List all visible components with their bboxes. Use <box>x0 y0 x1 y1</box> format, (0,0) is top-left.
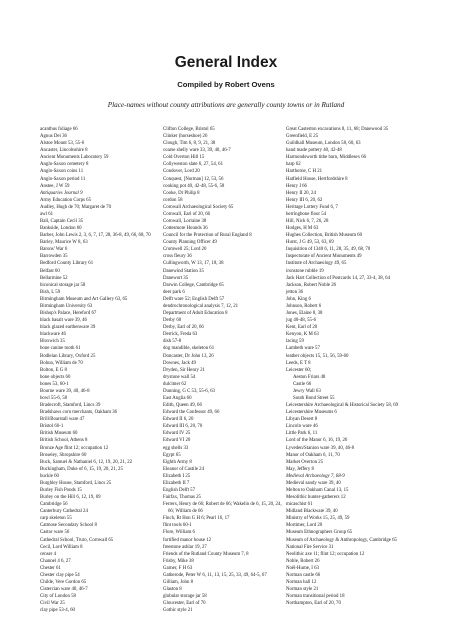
index-entry: English Delft 57 <box>163 487 196 493</box>
index-entry: Cottesmore Hounds 36 <box>163 226 208 232</box>
index-note: Place-names without county attributions are generally county towns or in Rutland <box>107 101 345 109</box>
index-entry: Jack Hart Collection of Postcards 14, 27, 33-4, 38, 64 <box>286 275 390 281</box>
index-entry: Alstoe Mount 53, 55-6 <box>40 141 85 147</box>
index-entry: biconical storage jar 58 <box>40 282 86 288</box>
index-entry: Edward the Confessor 49, 66 <box>163 410 220 416</box>
index-entry: Museum Ethnographers Group 65 <box>286 530 353 536</box>
index-entry: Department of Adult Education 8 <box>163 311 228 317</box>
index-entry: Noble, Robert 26 <box>286 558 320 564</box>
index-entry: Darwin College, Cambridge 65 <box>163 282 224 288</box>
index-entry: Leeds, E T 8 <box>286 360 311 366</box>
index-entry: Medieval sandy ware 39, 40 <box>286 480 341 486</box>
index-entry: May, Jeffery 8 <box>286 466 314 472</box>
index-entry: censer 4 <box>40 551 57 557</box>
index-entry: Derby 60 <box>163 318 182 324</box>
index-entry: dish 57-8 <box>163 339 182 345</box>
index-entry: Bohun, William de 70 <box>40 360 83 366</box>
index-entry: British School, Athens 8 <box>40 438 88 444</box>
index-entry: Bronze Age flint 12; occupation 12 <box>40 445 109 451</box>
index-entry: Hill, Nick 6, 7, 26, 28 <box>286 219 329 225</box>
index-entry: Channel 4 6, 27 <box>40 558 71 564</box>
index-entry: Henry II 20, 24 <box>286 190 316 196</box>
index-entry: Jones, Elaine 8, 38 <box>286 311 323 317</box>
index-entry: leather objects 15, 51, 56, 59-60 <box>286 353 349 359</box>
index-entry: Childe, Vere Gordon 65 <box>40 580 87 585</box>
index-entry: Barrowden 35 <box>40 254 68 260</box>
index-subentry: Jewry Wall 63 <box>293 388 321 394</box>
index-entry: Hurst, J G 49, 53, 63, 69 <box>286 240 334 246</box>
index-entry: jug 40-48, 55-6 <box>286 318 317 324</box>
index-entry: Frisby, Mike 38 <box>163 558 194 564</box>
index-entry: Bedford County Library 61 <box>40 261 94 267</box>
index-entry: buckle 60 <box>40 473 59 479</box>
index-entry: Council for the Protection of Rural England 8 <box>163 233 252 239</box>
index-entry: Mesolithic hunter-gatherers 12 <box>286 495 346 501</box>
index-entry: Harmondsworth tithe barn, Middlesex 66 <box>286 155 367 161</box>
index-entry: Finch, Rt Hon G H 6; Pearl 16, 17 <box>163 516 230 522</box>
index-entry: lacing 59 <box>286 339 304 345</box>
index-entry: drystone wall 54 <box>163 374 196 380</box>
index-entry: Clinker (horseshoe) 26 <box>163 134 208 140</box>
index-entry: Libyan Desert 8 <box>286 417 318 423</box>
index-entry: Leicestershire Archaeological & Historical Society 58, 69 <box>286 403 399 409</box>
index-entry: Castor ware 56 <box>40 530 70 536</box>
index-entry: cross fleury 36 <box>163 254 192 260</box>
index-entry: Barber, John Lewis 2, 3, 6, 7, 17, 28, 36-8, 49, 66, 68, 70 <box>40 233 151 239</box>
index-entry: Bishop's Palace, Hereford 67 <box>40 311 97 317</box>
index-entry: Delft ware 52; English Delft 57 <box>163 296 225 302</box>
index-entry: Danewind Station 35 <box>163 268 204 274</box>
index-entry: Edward IV 25 <box>163 431 191 437</box>
index-entry: Greenfield, E 25 <box>286 134 319 140</box>
index-entry: micaschist 61 <box>286 502 313 508</box>
index-entry: Bourne ware 39, 40, 46-8 <box>40 388 90 394</box>
index-entry: harp 62 <box>286 162 301 168</box>
index-entry: Little Park 6, 11 <box>286 431 318 437</box>
index-entry: Jackson, Robert Noble 26 <box>286 282 337 288</box>
index-entry: Medieval Archaeology 7, 68-9 <box>286 473 345 479</box>
index-entry: Cambridge 56 <box>40 502 68 508</box>
index-entry: Cistercian ware 40, 46-7 <box>40 587 88 593</box>
index-entry: Condover, Lord 20 <box>163 169 200 175</box>
index-entry: Broseley, Shropshire 60 <box>40 452 87 458</box>
index-entry: Norman transitional period 18 <box>286 594 345 600</box>
index-column-2 <box>163 126 285 614</box>
index-entry: bowl 55-6, 58 <box>40 395 68 401</box>
index-entry: Eighth Army 8 <box>163 459 192 465</box>
index-entry: Dunning, G C 53, 55-6, 63 <box>163 388 215 394</box>
index-entry: cordon 58 <box>163 197 183 203</box>
index-entry: Buck, Samuel & Nathaniel 6, 12, 19, 20, 21, 22 <box>40 459 133 465</box>
index-entry: Downes, Jack 49 <box>163 360 196 366</box>
index-column-3 <box>286 126 416 607</box>
index-entry: Derrick, Freda 63 <box>163 332 198 338</box>
index-entry: Hodges, H M 63 <box>286 226 319 232</box>
index-entry: Gloucester, Earl of 70 <box>163 601 206 607</box>
index-entry: Doncaster, Dr John 13, 26 <box>163 353 214 359</box>
index-entry: Dryden, Sir Henry 21 <box>163 367 205 373</box>
index-entry: Neolithic axe 11; flint 12; occupation 12 <box>286 551 365 557</box>
index-entry: Harthorne, C H 21 <box>286 169 323 175</box>
index-entry: acanthus foliage 66 <box>40 127 78 132</box>
index-entry: Gothic style 21 <box>163 608 193 614</box>
index-entry: Ministry of Works 15, 25, 49, 59 <box>286 516 350 522</box>
index-entry: Garner, F H 63 <box>163 565 193 571</box>
index-entry: Cecil, Lord William 8 <box>40 544 83 550</box>
index-entry: Burley on the Hill 6, 12, 19, 69 <box>40 495 101 501</box>
index-entry: Bankside, London 60 <box>40 226 82 232</box>
index-entry: Cornwall, Lorraine 38 <box>163 219 207 225</box>
index-entry: Gilliam, John 8 <box>163 580 194 585</box>
index-entry: John, King 6 <box>286 296 311 302</box>
index-entry: Birmingham University 63 <box>40 303 93 309</box>
index-entry: Collyweston slate 6, 27, 54, 61 <box>163 162 224 168</box>
index-entry: Anglo-Saxon period 11 <box>40 176 86 182</box>
index-entry: Manor of Oakham 6, 11, 70 <box>286 452 340 458</box>
index-entry: Cold Overton Hill 15 <box>163 155 205 161</box>
index-subentry: Aeston Friars 48 <box>293 374 326 380</box>
index-entry: Elizabeth II 7 <box>163 480 190 486</box>
index-entry: Noël-Hume, I 63 <box>286 565 319 571</box>
index-entry: clay pipe 53-4, 60 <box>40 608 75 614</box>
index-entry: Catmose Secondary School 8 <box>40 523 97 529</box>
index-entry: Anglo-Saxon coins 11 <box>40 169 84 175</box>
index-entry: Brill/Boarstall ware 47 <box>40 417 85 423</box>
index-entry: bones 53, 60-1 <box>40 381 69 387</box>
index-entry: carp skeleton 55 <box>40 516 72 522</box>
index-entry: Cornwall, Earl of 20, 66 <box>163 211 211 217</box>
index-entry: freestone ashlar 19, 27 <box>163 544 207 550</box>
index-entry: City of London 58 <box>40 594 76 600</box>
index-entry: Glaston 8 <box>163 587 182 593</box>
index-entry: awl 61 <box>40 211 54 217</box>
index-entry: Ferrers, Henry de 66; Robert de 66; Wakelin de 6, 15, 20, 24, 66; William de 66 <box>163 502 282 515</box>
index-entry: black glazed earthenware 39 <box>40 325 96 331</box>
index-entry: Egypt 65 <box>163 452 181 458</box>
index-entry: deer park 6 <box>163 289 185 295</box>
index-entry: Cooke, Dr Philip 8 <box>163 190 200 196</box>
index-entry: dog mandible, skeleton 61 <box>163 346 215 352</box>
index-entry: Fairfax, Thomas 25 <box>163 495 201 501</box>
index-entry: egg shells 33 <box>163 445 189 451</box>
index-entry: Burghley House, Stamford, Lincs 25 <box>40 480 112 486</box>
index-entry: Lyveden/Stanion ware 39, 40, 46-8 <box>286 445 355 451</box>
index-entry: black basalt ware 39, 46 <box>40 318 87 324</box>
index-subentry: South Bond Street 55 <box>293 395 335 401</box>
index-entry: Kenyon, K M 63 <box>286 332 319 338</box>
index-entry: Conquest, [Norman] 12, 53, 56 <box>163 176 224 182</box>
index-entry: Audley, Hugh de 70; Margaret de 70 <box>40 204 112 210</box>
index-entry: Burley Fish Ponds 15 <box>40 487 82 493</box>
index-column-1 <box>40 126 158 614</box>
index-entry: Bloxwich 35 <box>40 339 65 345</box>
index-entry: coarse shelly ware 33, 39, 40, 46-7 <box>163 148 231 154</box>
index-entry: Northampton, Earl of 20, 70 <box>286 601 341 607</box>
index-entry: Edward VI 20 <box>163 438 191 444</box>
index-entry: Heritage Lottery Fund 6, 7 <box>286 204 338 210</box>
index-entry: Museum of Archaeology & Anthropology, Cambridge 65 <box>286 537 397 543</box>
page-title: General Index <box>174 54 278 71</box>
index-entry: Edward II 6, 20 <box>163 417 194 423</box>
index-entry: Henry III 6, 20, 62 <box>286 197 323 203</box>
index-entry: Lambeth ware 57 <box>286 346 320 352</box>
index-entry: Hatfield House, Hertfordshire 8 <box>286 176 348 182</box>
index-entry: Barley, Maurice W 8, 63 <box>40 240 88 246</box>
index-entry: Birmingham Museum and Art Gallery 63, 65 <box>40 296 128 302</box>
index-entry: Norman castle 66 <box>286 572 321 578</box>
index-entry: Bodleian Library, Oxford 25 <box>40 353 96 359</box>
index-entry: blackware 46 <box>40 332 66 338</box>
index-entry: Inspectorate of Ancient Monuments 49 <box>286 254 362 260</box>
index-entry: Bradshaws corn merchants, Oakham 36 <box>40 410 118 416</box>
index-entry: Friends of the Rutland County Museum 7, 8 <box>163 551 249 557</box>
index-entry: Norman hall 12 <box>286 580 317 585</box>
index-entry: globular storage jar 58 <box>163 594 207 600</box>
index-entry: Mortimer, Lord 20 <box>286 523 323 529</box>
index-entry: dulcimer 62 <box>163 381 187 387</box>
index-entry: Anglo-Saxon cemetery 8 <box>40 162 89 168</box>
index-entry: Anstee, J W 59 <box>40 183 70 189</box>
index-entry: Leicester 60; <box>286 367 312 373</box>
index-entry: Barons' War 6 <box>40 247 68 253</box>
index-entry: Clifton College, Bristol 65 <box>163 127 215 132</box>
index-entry: Belfast 60 <box>40 268 60 274</box>
index-entry: dendrochronological analysis 7, 12, 21 <box>163 303 239 309</box>
index-entry: Edward III 6, 20, 70 <box>163 424 203 430</box>
index-entry: Inquisition of 1340 6, 11, 28, 35, 49, 68, 70 <box>286 247 371 253</box>
index-entry: Elizabeth I 25 <box>163 473 191 479</box>
index-entry: bone objects 60 <box>40 374 71 380</box>
index-entry: Bristol 60-1 <box>40 424 64 430</box>
index-subentry: Castle 66 <box>293 381 312 387</box>
index-entry: Edith, Queen 49, 66 <box>163 403 202 409</box>
index-entry: Bish, L 59 <box>40 289 61 295</box>
index-entry: Cromwell 25; Lord 20 <box>163 247 207 253</box>
index-entry: British Museum 60 <box>40 431 78 437</box>
index-entry: Army Education Corps 65 <box>40 197 91 203</box>
index-entry: Antiquaries Journal 9 <box>40 190 83 196</box>
index-entry: Canterbury Cathedral 24 <box>40 509 88 515</box>
index-entry: County Planning Officer 49 <box>163 240 217 246</box>
index-entry: herringbone floor 54 <box>286 211 327 217</box>
index-entry: Ancaster, Lincolnshire 8 <box>40 148 88 154</box>
index-entry: East Anglia 60 <box>163 395 192 401</box>
index-entry: Cornwall Archaeological Society 65 <box>163 204 234 210</box>
index-entry: cooking pot 40, 42-48, 55-6, 58 <box>163 183 225 189</box>
index-entry: Midland Blackware 39, 40 <box>286 509 338 515</box>
index-entry: Bolton, E G 8 <box>40 367 67 373</box>
index-entry: Buckingham, Duke of 6, 15, 19, 20, 21, 25 <box>40 466 123 472</box>
index-entry: Agnus Dei 36 <box>40 134 67 140</box>
index-entry: Ancient Monuments Laboratory 59 <box>40 155 109 161</box>
index-entry: Lincoln ware 46 <box>286 424 318 430</box>
index-entry: Chester 61 <box>40 565 61 571</box>
index-entry: Clough, Tim 6, 8, 9, 21, 38 <box>163 141 216 147</box>
index-entry: Ball, Captain Cecil 35 <box>40 219 84 225</box>
index-entry: Market Overton 25 <box>286 459 324 465</box>
index-entry: Melton to Oakham Canal 13, 15 <box>286 487 349 493</box>
index-entry: Leicestershire Museums 6 <box>286 410 337 416</box>
index-entry: flint tools 60-1 <box>163 523 192 529</box>
index-entry: ironstone rubble 19 <box>286 268 324 274</box>
index-entry: Hughes Collection, British Museum 60 <box>286 233 363 239</box>
index-entry: Norman style 21 <box>286 587 319 593</box>
index-entry: Johnson, Robert 6 <box>286 303 322 309</box>
index-entry: Gatherode, Peter W 6, 11, 13, 15, 25, 33, 49, 64-5, 67 <box>163 572 267 578</box>
index-entry: Institute of Archaeology 49, 65 <box>286 261 347 267</box>
index-entry: Kent, Earl of 20 <box>286 325 318 331</box>
index-entry: Derby, Earl of 20, 66 <box>163 325 204 331</box>
index-entry: Cathedral School, Truro, Cornwall 65 <box>40 537 114 543</box>
index-entry: hand made pottery 40, 42-48 <box>286 148 342 154</box>
index-entry: Henry I 66 <box>286 183 307 189</box>
index-entry: Lord of the Manor 6, 16, 19, 26 <box>286 438 348 444</box>
index-entry: Bellarmine 52 <box>40 275 68 281</box>
index-entry: Civil War 25 <box>40 601 65 607</box>
index-entry: jetton 36 <box>286 289 304 295</box>
index-entry: bone canine tooth 61 <box>40 346 81 352</box>
index-entry: Bradecroft, Stamford, Lincs 39 <box>40 403 101 409</box>
index-entry: fortified manor house 12 <box>163 537 212 543</box>
index-entry: Chester clay pipe 54 <box>40 572 80 578</box>
index-entry: Cullingworth, W 13, 17, 18, 38 <box>163 261 224 267</box>
index-entry: Guildhall Museum, London 58, 60, 63 <box>286 141 361 147</box>
index-entry: National Fire Service 31 <box>286 544 334 550</box>
index-entry: Danewort 35 <box>163 275 189 281</box>
compiler-credit: Compiled by Robert Ovens <box>177 80 275 89</box>
index-entry: Eleanor of Castile 24 <box>163 466 205 472</box>
index-entry: Great Casterton excavations 8, 11, 68; Danewood 35 <box>286 127 389 132</box>
index-entry: Flore, William 6 <box>163 530 195 536</box>
